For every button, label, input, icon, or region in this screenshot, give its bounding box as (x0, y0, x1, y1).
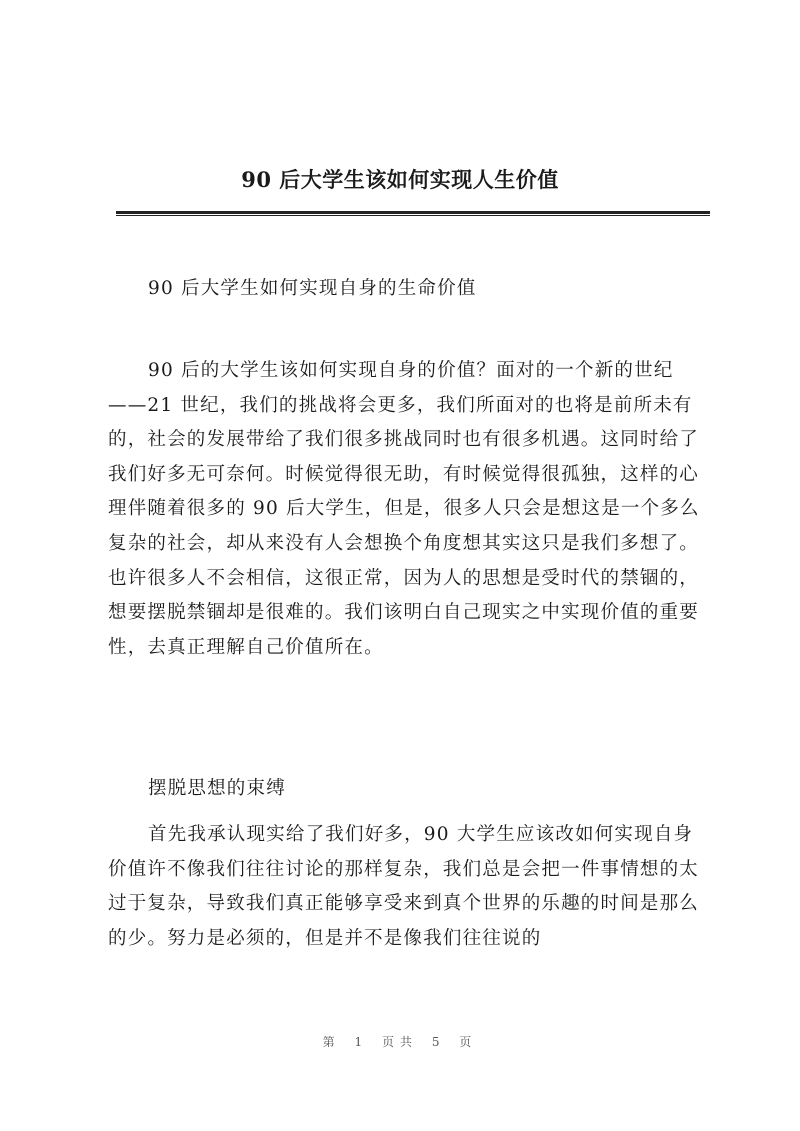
footer-prefix: 第 (322, 1035, 341, 1049)
section-heading: 摆脱思想的束缚 (148, 778, 286, 799)
paragraph-2: 首先我承认现实给了我们好多，90 大学生应该改如何实现自身价值许不像我们往往讨论的那样复杂，我们总是会把一件事情想的太过于复杂，导致我们真正能够享受来到真个世界的乐趣的时间是那么的少。努力是必须的，但是并不是像我们往往说的 (108, 824, 700, 949)
document-title: 90 后大学生该如何实现人生价值 (241, 167, 559, 192)
paragraph-1: 90 后的大学生该如何实现自身的价值？面对的一个新的世纪——21 世纪，我们的挑战将会更多，我们所面对的也将是前所未有的，社会的发展带给了我们很多挑战同时也有很多机遇。这同时给了我们好多无可奈何。时候觉得很无助，有时候觉得很孤独，这样的心理伴随着很多的 90 后大学生，但是，很多人只会是想这是一个多么复杂的社会，却从来没有人会想换个角度想其实这只是我们多想了。也许很多人不会相信，这很正常，因为人的思想是受时代的禁锢的，想要摆脱禁锢却是很难的。我们该明白自己现实之中实现价值的重要性，去真正理解自己价值所在。 (108, 360, 700, 658)
footer-suffix: 页 (459, 1035, 478, 1049)
footer-mid: 页共 (381, 1035, 418, 1049)
document-subtitle: 90 后大学生如何实现自身的生命价值 (148, 278, 477, 299)
footer-current-page: 1 (354, 1035, 369, 1049)
title-underline (116, 211, 710, 216)
footer-total-pages: 5 (431, 1035, 446, 1049)
page-footer (0, 1033, 800, 1050)
